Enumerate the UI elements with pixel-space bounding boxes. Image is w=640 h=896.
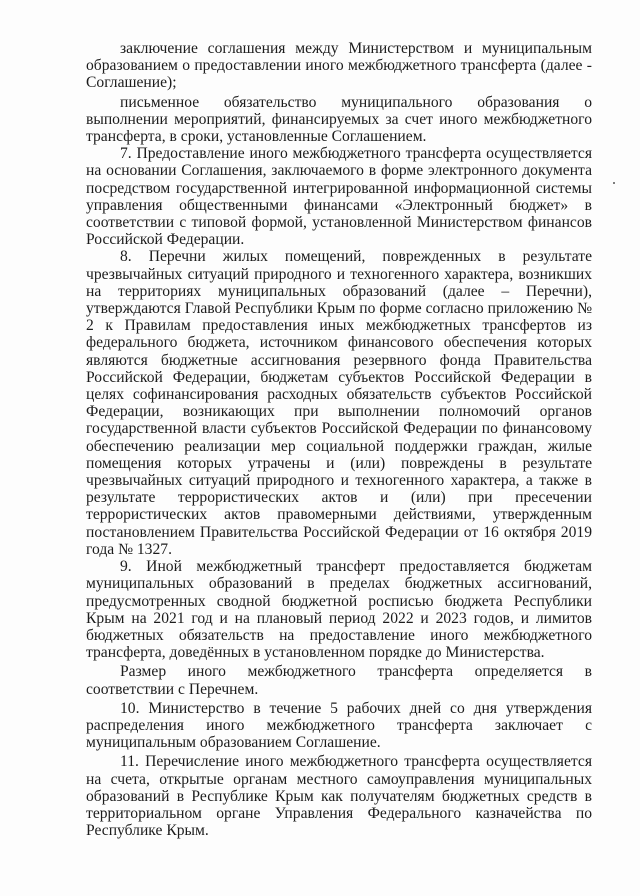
- paragraph-agreement-conclusion: заключение соглашения между Министерством и муниципальным образованием о предоставлении иного межбюджетного трансферта (далее - Соглашение);: [86, 40, 592, 92]
- paragraph-item-10: 10. Министерство в течение 5 рабочих дней со дня утверждения распределения иного межбюджетного трансферта заключает с муниципальным образованием Соглашение.: [86, 699, 592, 752]
- paragraph-item-11: 11. Перечисление иного межбюджетного трансферта осуществляется на счета, открытые органам местного самоуправления муниципальных образований в Республике Крым как получателям бюджетных средств в территориальном органе Управления Федерального казначейства по Республике Крым.: [86, 753, 592, 840]
- paragraph-transfer-size: Размер иного межбюджетного трансферта определяется в соответствии с Перечнем.: [86, 663, 592, 698]
- scan-speck: [613, 182, 615, 184]
- paragraph-item-9: 9. Иной межбюджетный трансферт предоставляется бюджетам муниципальных образований в пределах бюджетных ассигнований, предусмотренных сводной бюджетной росписью бюджета Республики Крым на 2021 год и на плановый период 2022 и 2023 годов, и лимитов бюджетных обязательств на предоставление иного межбюджетного трансферта, доведённых в установленном порядке до Министерства.: [86, 558, 592, 662]
- paragraph-item-7: 7. Предоставление иного межбюджетного трансферта осуществляется на основании Соглашения, заключаемого в форме электронного документа посредством государственной интегрированной информационной системы управления общественными финансами «Электронный бюджет» в соответствии с типовой формой, установленной Министерством финансов Российской Федерации.: [86, 145, 592, 249]
- paragraph-item-8: 8. Перечни жилых помещений, поврежденных в результате чрезвычайных ситуаций природного и техногенного характера, возникших на территориях муниципальных образований (далее – Перечни), утверждаются Главой Республики Крым по форме согласно приложению № 2 к Правилам предоставления иных межбюджетных трансфертов из федерального бюджета, источником финансового обеспечения которых являются бюджетные ассигнования резервного фонда Правительства Российской Федерации, бюджетам субъектов Российской Федерации в целях софинансирования расходных обязательств субъектов Российской Федерации, возникающих при выполнении полномочий органов государственной власти субъектов Российской Федерации по финансовому обеспечению реализации мер социальной поддержки граждан, жилые помещения которых утрачены и (или) повреждены в результате чрезвычайных ситуаций природного и техногенного характера, а также в результате террористических актов и (или) при пресечении террористических актов правомерными действиями, утвержденным постановлением Правительства Российской Федерации от 16 октября 2019 года № 1327.: [86, 248, 592, 558]
- document-body: [86, 40, 592, 839]
- paragraph-written-obligation: письменное обязательство муниципального образования о выполнении мероприятий, финансируемых за счет иного межбюджетного трансферта, в сроки, установленные Соглашением.: [86, 93, 592, 146]
